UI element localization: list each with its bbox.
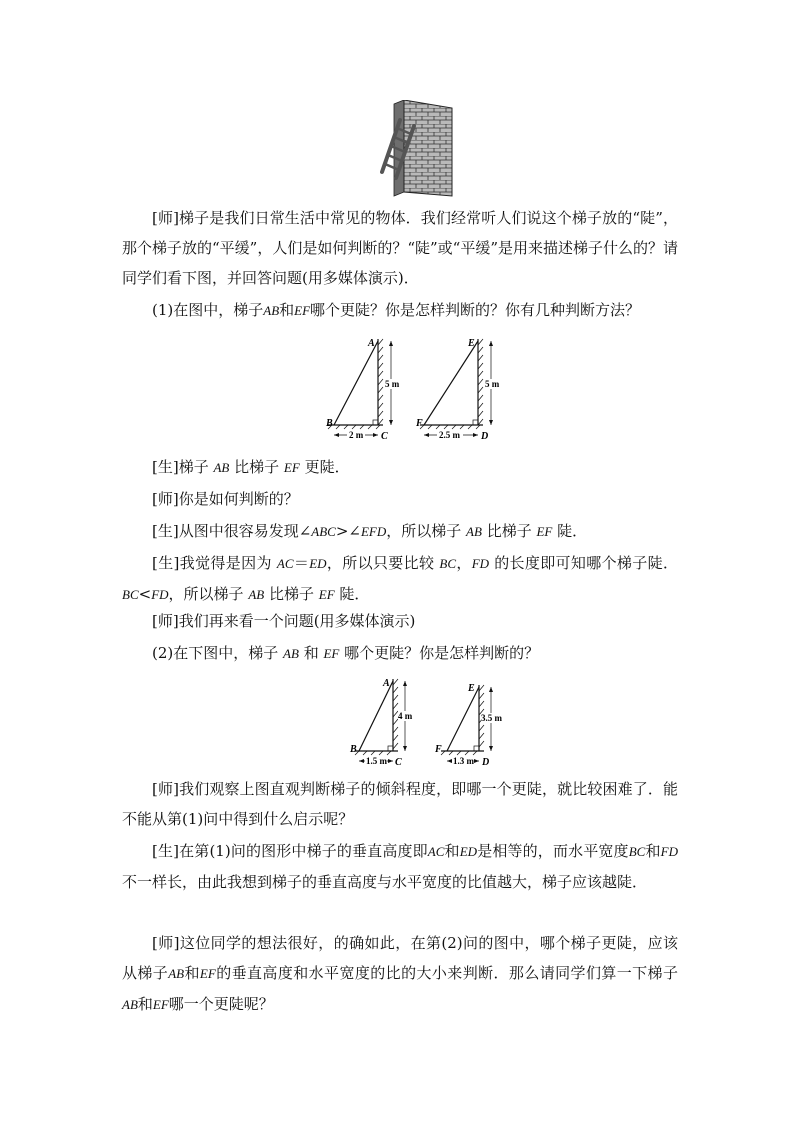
fig2-label-e: E [468, 683, 475, 694]
student-answer-2: [生]从图中很容易发现∠ABC>∠EFD，所以梯子 AB 比梯子 EF 陡． [152, 522, 588, 540]
student-answer-4: [生]在第(1)问的图形中梯子的垂直高度即AC和ED是相等的，而水平宽度BC和FD不一样长，由此我想到梯子的垂直高度与水平宽度的比值越大，梯子应该越陡． [122, 842, 678, 891]
figure-1-ladders [320, 333, 510, 445]
fig2-label-a: A [383, 678, 390, 689]
fig1-label-b: B [326, 418, 333, 429]
question-1: (1)在图中，梯子AB和EF哪个更陡？你是怎样判断的？你有几种判断方法？ [152, 301, 641, 319]
question-2: (2)在下图中，梯子 AB 和 EF 哪个更陡？你是怎样判断的？ [152, 644, 540, 662]
teacher-question-2: [师]我们再来看一个问题(用多媒体演示) [152, 612, 416, 630]
student-answer-1: [生]梯子 AB 比梯子 EF 更陡． [152, 458, 350, 476]
fig2-label-b: B [350, 744, 357, 755]
fig2-label-f: F [435, 744, 442, 755]
fig1-label-f: F [416, 418, 423, 429]
paragraph-teacher-intro: [师]梯子是我们日常生活中常见的物体．我们经常听人们说这个梯子放的“陡”，那个梯子放的“平缓”，人们是如何判断的？“陡”或“平缓”是用来描述梯子什么的？请同学们看下图，并回答问题(用多媒体演示)． [122, 209, 679, 287]
fig1-label-a: A [368, 338, 375, 349]
fig2-right-height: 3.5 m [481, 713, 502, 723]
figure-2-left-triangle [349, 678, 413, 768]
fig2-left-height: 4 m [398, 711, 413, 721]
teacher-question-1: [师]你是如何判断的？ [152, 490, 299, 508]
fig2-label-c: C [395, 757, 402, 768]
fig1-label-e: E [468, 338, 475, 349]
fig1-right-height: 5 m [485, 379, 500, 389]
fig1-right-base: 2.5 m [439, 430, 460, 440]
teacher-remark-3: [师]我们观察上图直观判断梯子的倾斜程度，即哪一个更陡，就比较困难了．能不能从第(1)问中得到什么启示呢？ [122, 780, 678, 828]
student-answer-3: [生]我觉得是因为 AC＝ED，所以只要比较 BC，FD 的长度即可知哪个梯子陡．BC<FD，所以梯子 AB 比梯子 EF 陡． [122, 554, 678, 603]
fig2-right-base: 1.3 m [453, 756, 474, 766]
fig2-label-d: D [482, 757, 490, 768]
fig1-left-height: 5 m [385, 379, 400, 389]
fig1-left-base: 2 m [349, 430, 364, 440]
fig2-left-base: 1.5 m [366, 756, 387, 766]
figure-1-right-triangle [415, 338, 500, 442]
figure-2-ladders [345, 673, 505, 773]
teacher-remark-4: [师]这位同学的想法很好，的确如此，在第(2)问的图中，哪个梯子更陡，应该从梯子AB和EF的垂直高度和水平宽度的比的大小来判断．那么请同学们算一下梯子AB和EF哪一个更陡呢？ [122, 934, 678, 1013]
figure-2-right-triangle [434, 683, 503, 768]
fig1-label-c: C [381, 431, 388, 442]
fig1-label-d: D [481, 431, 489, 442]
ladder-wall-illustration [380, 100, 456, 198]
figure-1-left-triangle [325, 338, 400, 442]
